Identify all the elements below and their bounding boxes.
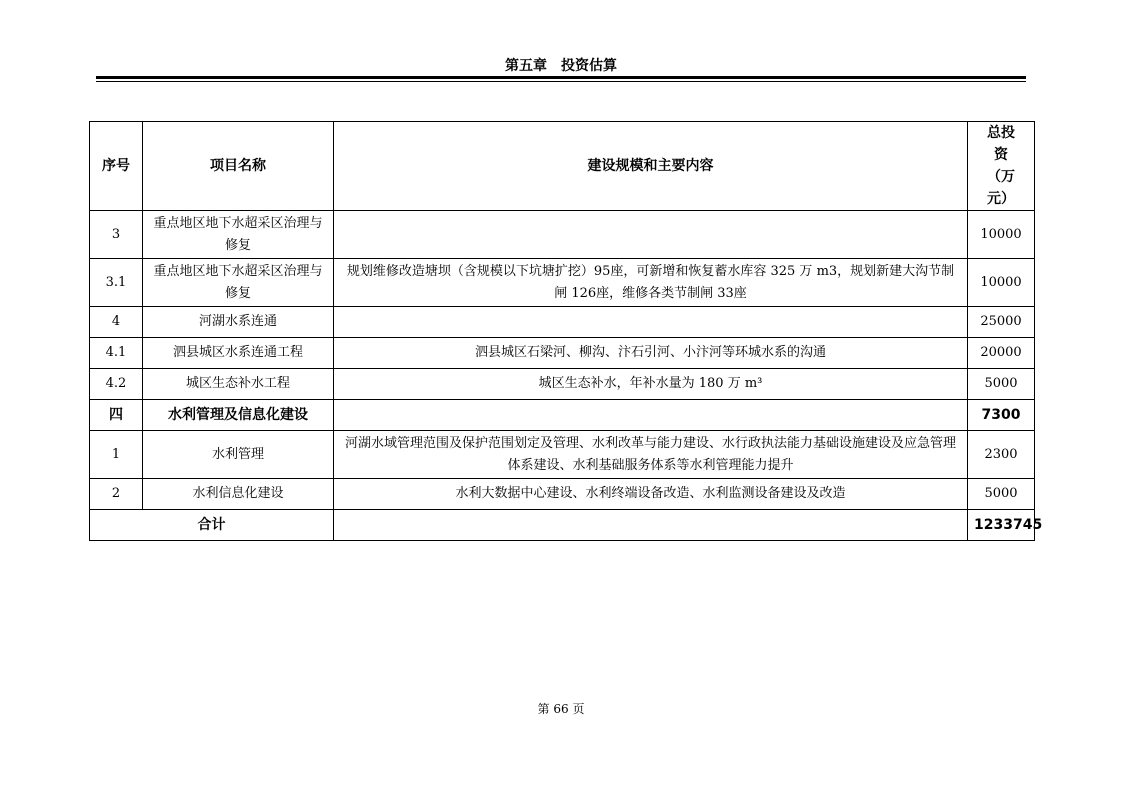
row-index: 4.1	[90, 338, 143, 369]
page-number: 第 66 页	[537, 702, 585, 716]
row-name: 水利管理及信息化建设	[143, 400, 334, 431]
row-investment: 20000	[968, 338, 1035, 369]
table-row	[90, 479, 1035, 510]
table-row	[90, 369, 1035, 400]
row-name: 泗县城区水系连通工程	[143, 338, 334, 369]
row-index: 3	[90, 211, 143, 259]
row-index: 1	[90, 431, 143, 479]
row-investment: 5000	[968, 369, 1035, 400]
row-investment: 25000	[968, 307, 1035, 338]
row-investment: 5000	[968, 479, 1035, 510]
table-row	[90, 338, 1035, 369]
column-header-index: 序号	[90, 122, 143, 211]
table-row-section	[90, 400, 1035, 431]
row-content	[334, 211, 968, 259]
row-content: 泗县城区石梁河、柳沟、汴石引河、小汴河等环城水系的沟通	[334, 338, 968, 369]
row-investment: 7300	[968, 400, 1035, 431]
row-content	[334, 400, 968, 431]
table-row	[90, 431, 1035, 479]
column-header-name: 项目名称	[143, 122, 334, 211]
row-content: 城区生态补水，年补水量为 180 万 m³	[334, 369, 968, 400]
row-name: 水利信息化建设	[143, 479, 334, 510]
row-name: 城区生态补水工程	[143, 369, 334, 400]
table-row	[90, 307, 1035, 338]
row-index: 3.1	[90, 259, 143, 307]
table-row	[90, 211, 1035, 259]
row-name: 水利管理	[143, 431, 334, 479]
row-index: 4.2	[90, 369, 143, 400]
row-content	[334, 307, 968, 338]
row-content: 规划维修改造塘坝（含规模以下坑塘扩挖）95座，可新增和恢复蓄水库容 325 万 m3，规划新建大沟节制闸 126座，维修各类节制闸 33座	[334, 259, 968, 307]
table-total-row	[90, 510, 1035, 541]
row-investment: 2300	[968, 431, 1035, 479]
chapter-header-title: 第五章 投资估算	[505, 58, 617, 74]
total-content	[334, 510, 968, 541]
row-name: 重点地区地下水超采区治理与修复	[143, 259, 334, 307]
row-investment: 10000	[968, 259, 1035, 307]
total-label: 合计	[90, 510, 334, 541]
row-content: 水利大数据中心建设、水利终端设备改造、水利监测设备建设及改造	[334, 479, 968, 510]
investment-estimate-table	[89, 121, 1043, 541]
header-rule-thick	[96, 76, 1026, 79]
row-index: 四	[90, 400, 143, 431]
row-index: 2	[90, 479, 143, 510]
column-header-investment: 总投资（万元）	[968, 122, 1035, 211]
row-name: 河湖水系连通	[143, 307, 334, 338]
total-investment: 1233745	[968, 510, 1035, 541]
row-content: 河湖水域管理范围及保护范围划定及管理、水利改革与能力建设、水行政执法能力基础设施建设及应急管理体系建设、水利基础服务体系等水利管理能力提升	[334, 431, 968, 479]
table-row	[90, 259, 1035, 307]
column-header-content: 建设规模和主要内容	[334, 122, 968, 211]
row-name: 重点地区地下水超采区治理与修复	[143, 211, 334, 259]
row-index: 4	[90, 307, 143, 338]
table-header-row	[90, 122, 1035, 211]
header-rule-thin	[96, 81, 1026, 82]
row-investment: 10000	[968, 211, 1035, 259]
